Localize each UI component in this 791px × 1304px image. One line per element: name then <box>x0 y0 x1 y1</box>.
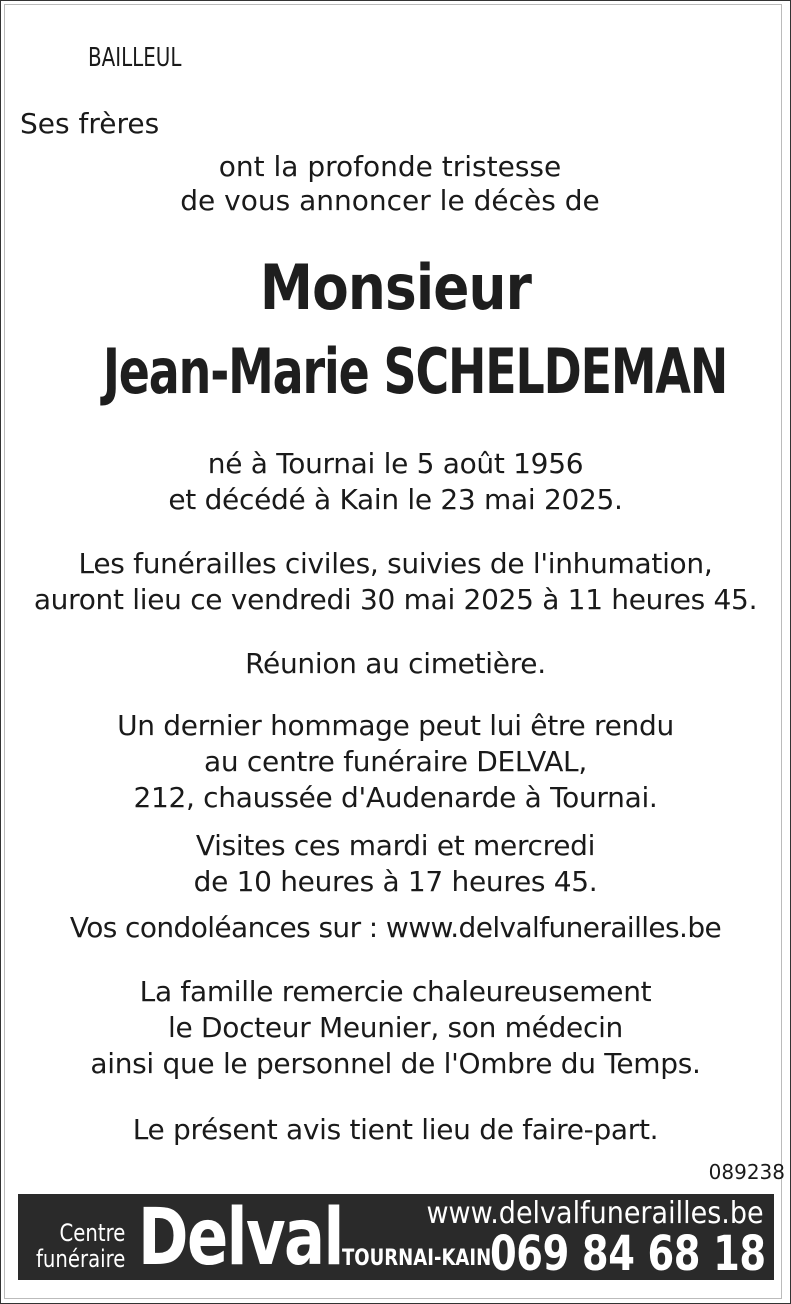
village-name: BAILLEUL <box>88 43 182 73</box>
thanks-line: La famille remercie chaleureusement <box>139 975 652 1008</box>
centre-funeraire-label <box>36 1220 125 1272</box>
announcers: Ses frères <box>20 107 160 140</box>
centre-label-line: funéraire <box>36 1245 126 1273</box>
funeral-home-banner <box>18 1194 774 1280</box>
closing-line: Le présent avis tient lieu de faire-part. <box>132 1113 659 1146</box>
deceased-name: Jean-Marie SCHELDEMAN <box>102 335 728 408</box>
intro-text <box>160 150 620 218</box>
thanks-line: le Docteur Meunier, son médecin <box>167 1011 624 1044</box>
phone-number: 069 84 68 18 <box>490 1226 766 1280</box>
funeral-line: Les funérailles civiles, suivies de l'inhumation, <box>78 547 713 580</box>
birth-line: né à Tournai le 5 août 1956 <box>207 447 584 480</box>
homage-line: au centre funéraire DELVAL, <box>204 745 587 778</box>
funeral-line: auront lieu ce vendredi 30 mai 2025 à 11 heures 45. <box>33 583 758 616</box>
condolences-line: Vos condoléances sur : www.delvalfunerailles.be <box>69 911 722 944</box>
brand-logo: Delval <box>138 1194 343 1280</box>
death-line: et décédé à Kain le 23 mai 2025. <box>168 483 623 516</box>
website-url: www.delvalfunerailles.be <box>426 1196 764 1231</box>
homage-line: Un dernier hommage peut lui être rendu <box>117 709 674 742</box>
homage-line: 212, chaussée d'Audenarde à Tournai. <box>133 781 658 814</box>
honorific: Monsieur <box>259 251 532 324</box>
visits-line: de 10 heures à 17 heures 45. <box>193 865 598 898</box>
intro-line: de vous annoncer le décès de <box>180 184 600 217</box>
thanks-line: ainsi que le personnel de l'Ombre du Temps. <box>90 1047 701 1080</box>
intro-line: ont la profonde tristesse <box>218 150 562 183</box>
reference-number: 089238 <box>708 1160 785 1184</box>
meeting-info: Réunion au cimetière. <box>245 647 546 680</box>
centre-label-line: Centre <box>59 1219 126 1247</box>
location-label: TOURNAI-KAIN <box>342 1246 492 1271</box>
visits-line: Visites ces mardi et mercredi <box>195 829 596 862</box>
